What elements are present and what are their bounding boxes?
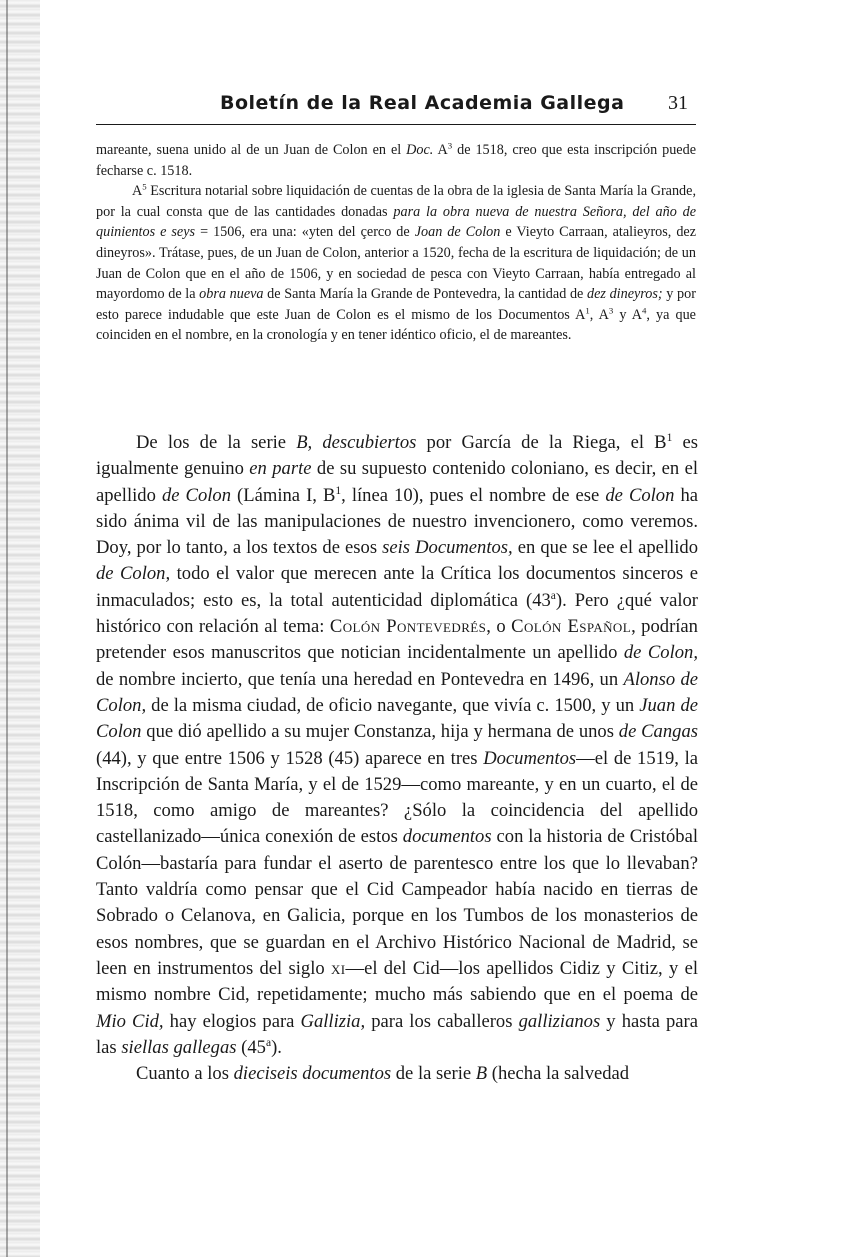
body-italic: gallizianos (518, 1010, 601, 1032)
body-italic: B, (296, 432, 313, 453)
note-text: de 1518, creo que esta inscripción puede fecharse c. 1518. (96, 142, 696, 179)
note-superscript: 4 (641, 305, 647, 316)
body-text (312, 432, 322, 453)
body-italic: de Colon (605, 484, 675, 506)
body-text: —el del Cid—los apellidos Cidiz y Citiz, y el mismo nombre Cid, repetidamente; mucho más sabiendo que en el poema de (96, 957, 699, 1006)
body-text: para los caballeros (365, 1010, 519, 1032)
body-italic: Alonso de Colon, (96, 668, 698, 716)
body-text: y hasta para las (96, 1010, 698, 1058)
note-text: mareante, suena unido al de un Juan de Colon en el (96, 142, 407, 158)
body-text: de la misma ciudad, de oficio navegante, que vivía c. 1500, y un (146, 694, 640, 716)
body-italic: documentos (402, 826, 492, 848)
note-text: , ya que coinciden en el nombre, en la cronología y en tener idéntico oficio, el de mareantes. (96, 306, 696, 344)
main-text (96, 430, 698, 1087)
body-italic: Mio Cid, (96, 1010, 164, 1032)
note-paragraph-2 (96, 181, 696, 346)
note-text: A (132, 183, 143, 200)
body-text: hay elogios para (163, 1010, 301, 1032)
note-text: y por esto parece indudable que este Juan de Colon es el mismo de los Documentos A (96, 286, 696, 323)
body-text: es igualmente genuino (96, 432, 698, 480)
body-smallcaps: Colón Español (511, 616, 632, 638)
note-superscript: 5 (142, 181, 147, 192)
body-italic: descubiertos (322, 432, 417, 453)
body-text: en que se lee el apellido (512, 537, 698, 559)
body-italic: dieciseis documentos (233, 1063, 392, 1085)
body-text: —el de 1519, la Inscripción de Santa María, y el de 1529—como mareante, y en un cuarto, el de 1518, como amigo de mareantes? ¿Sólo la coincidencia del apellido castellanizado—única conexión de estos (96, 747, 698, 848)
body-paragraph-1 (96, 430, 698, 1061)
body-italic: de Colon, (623, 642, 698, 664)
body-italic: en parte (249, 458, 312, 480)
note-text: = 1506, era una: «yten del çerco de (195, 224, 415, 241)
note-superscript: 1 (585, 305, 590, 316)
body-text: de su supuesto contenido coloniano, es decir, en el apellido (96, 458, 699, 506)
body-italic: B (475, 1063, 488, 1085)
body-italic: de Cangas (618, 721, 698, 743)
body-text: ). (271, 1036, 282, 1058)
running-title: Boletín de la Real Academia Gallega (220, 92, 625, 114)
note-text: Escritura notarial sobre liquidación de cuentas de la obra de la iglesia de Santa María la Grande, por la cual consta que de las cantidades donadas (96, 183, 696, 220)
body-italic: de Colon, (96, 563, 171, 585)
body-text: por García de la Riega, el B (416, 432, 667, 453)
body-italic: siellas gallegas (121, 1036, 237, 1058)
body-text: De los de la serie (136, 432, 297, 453)
binding-shadow-line (6, 0, 8, 1257)
page-header (96, 92, 696, 125)
body-text: (45 (236, 1036, 266, 1058)
note-italic: Joan de Colon (414, 224, 501, 241)
body-text: ). Pero ¿qué valor histórico con relación al tema: (96, 589, 699, 638)
body-italic: Juan de Colon (96, 694, 698, 743)
note-italic: para la obra nueva de nuestra Señora, del año de quinientos e seys (96, 203, 696, 241)
note-text: y A (613, 306, 642, 323)
note-superscript: 3 (608, 305, 614, 316)
body-italic: seis Documentos, (382, 537, 513, 559)
body-paragraph-2 (96, 1061, 698, 1087)
note-italic: dez dineyros; (587, 286, 663, 303)
note-text: , A (589, 306, 609, 323)
note-text: e Vieyto Carraan, atalieyros, dez dineyros». Trátase, pues, de un Juan de Colon, anterior a 1520, fecha de la escritura de liquidación; de un Juan de Colon que en el año de 1506, y en sociedad de pesca con Vieyto Carraan, había entregado al mayordomo de la (96, 224, 697, 303)
body-text: , o (486, 616, 512, 638)
body-italic: de Colon (161, 484, 232, 506)
body-text: ha sido ánima vil de las manipulaciones de nuestro invencionero, como veremos. Doy, por lo tanto, a los textos de esos (96, 484, 699, 559)
note-italic: obra nueva (199, 286, 264, 303)
body-italic: Documentos (483, 747, 577, 769)
body-smallcaps: Colón Pontevedrés (329, 616, 487, 638)
body-smallcaps: xi (330, 957, 346, 979)
body-text: , podrían pretender esos manuscritos que notician incidentalmente un apellido (96, 616, 698, 664)
body-text: que dió apellido a su mujer Constanza, hija y hermana de unos (141, 721, 619, 743)
note-text: A (433, 142, 448, 158)
body-text: (44), y que entre 1506 y 1528 (45) aparece en tres (96, 747, 484, 769)
body-text: , línea 10), pues el nombre de ese (341, 484, 606, 506)
note-paragraph-1 (96, 140, 696, 181)
body-text: de nombre incierto, que tenía una heredad en Pontevedra en 1496, un (96, 668, 624, 690)
body-italic: Gallizia, (300, 1010, 366, 1032)
body-text: todo el valor que merecen ante la Crítica los documentos sinceros e inmaculados; esto es, la total autenticidad diplomática (43 (96, 563, 698, 611)
footnote-block (96, 140, 696, 346)
note-superscript: 3 (447, 140, 453, 151)
page-number: 31 (668, 92, 688, 114)
note-text: de Santa María la Grande de Pontevedra, la cantidad de (263, 286, 587, 303)
note-italic: Doc. (406, 142, 434, 158)
body-superscript: 1 (666, 431, 673, 444)
body-superscript: 1 (335, 484, 342, 497)
body-text: (hecha la salvedad (487, 1063, 630, 1085)
body-text: de la serie (391, 1063, 476, 1085)
body-text: con la historia de Cristóbal Colón—bastaría para fundar el aserto de parentesco entre los que lo llevaban? Tanto valdría como pensar que el Cid Campeador había nacido en tierras de Sobrado o Celanova, en Galicia, porque en los Tumbos de los monasterios de esos nombres, que se guardan en el Archivo Histórico Nacional de Madrid, se leen en instrumentos del siglo (96, 826, 698, 979)
body-text: Cuanto a los (136, 1063, 234, 1085)
body-superscript: a (550, 589, 556, 602)
body-superscript: a (265, 1036, 272, 1049)
body-text: (Lámina I, B (231, 484, 336, 506)
